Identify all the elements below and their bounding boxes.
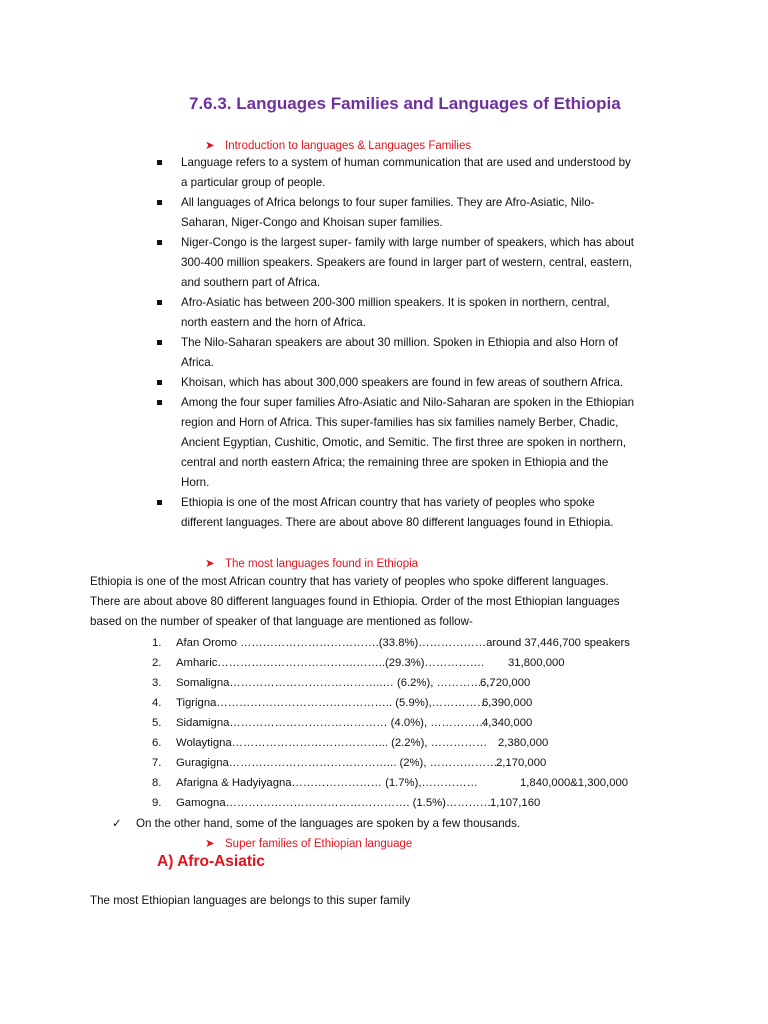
language-number: 1. [152,637,162,649]
language-row [152,633,712,653]
most-languages-heading-text: The most languages found in Ethiopia [225,558,419,570]
bullet-line: Khoisan, which has about 300,000 speakers are found in few areas of southern Africa. [181,376,624,389]
language-row [152,653,712,673]
arrowhead-bullet-icon: ➤ [205,140,215,152]
speaker-count: 2,380,000 [498,737,549,749]
bullet-line: Niger-Congo is the largest super- family with large number of speakers, which has about [181,236,635,249]
paragraph-line: There are about above 80 different languages found in Ethiopia. Order of the most Ethiopian languages [90,595,620,608]
bullet-item [155,193,695,233]
speaker-count: 6,720,000 [480,677,531,689]
bullet-item [155,293,695,333]
language-number: 9. [152,797,162,809]
language-number: 4. [152,697,162,709]
language-number: 2. [152,657,162,669]
language-entry: Tigrigna……………………………………….. (5.9%),……………. [176,697,492,709]
square-bullet-icon [157,160,162,165]
afro-asiatic-heading: A) Afro-Asiatic [157,853,265,870]
bullet-list [155,153,695,533]
bullet-line: a particular group of people. [181,176,326,189]
intro-heading-text: Introduction to languages & Languages Families [225,140,472,152]
bullet-line: Ancient Egyptian, Cushitic, Omotic, and Semitic. The first three are spoken in northern, [181,436,627,449]
bullet-line: Africa. [181,356,214,369]
check-note [112,814,520,834]
language-row [152,773,712,793]
arrowhead-bullet-icon: ➤ [205,838,215,850]
language-row [152,753,712,773]
arrowhead-bullet-icon: ➤ [205,558,215,570]
language-row [152,673,712,693]
bullet-item [155,493,695,533]
bullet-line: north eastern and the horn of Africa. [181,316,366,329]
bullet-item [155,333,695,373]
bullet-line: Ethiopia is one of the most African country that has variety of peoples who spoke [181,496,595,509]
language-entry: Somaligna…………………………………..… (6.2%), …………… [176,677,493,689]
language-list [152,633,712,813]
speaker-count: 4,340,000 [482,717,533,729]
bullet-item [155,373,695,393]
bullet-line: region and Horn of Africa. This super-families has six families namely Berber, Chadic, [181,416,619,429]
language-number: 6. [152,737,162,749]
check-note-text: On the other hand, some of the languages are spoken by a few thousands. [136,817,521,830]
most-languages-heading [205,556,418,570]
language-entry: Wolaytigna…………………………………... (2.2%), …………… [176,737,488,749]
bullet-line: different languages. There are about above 80 different languages found in Ethiopia. [181,516,614,529]
paragraph-line: based on the number of speaker of that language are mentioned as follow- [90,615,473,628]
speaker-count: 1,107,160 [490,797,541,809]
square-bullet-icon [157,240,162,245]
language-number: 3. [152,677,162,689]
bullet-item [155,393,695,493]
speaker-count: 1,840,000&1,300,000 [520,777,629,789]
checkmark-icon: ✓ [112,817,122,830]
bullet-line: 300-400 million speakers. Speakers are found in larger part of western, central, eastern, [181,256,633,269]
bullet-line: Afro-Asiatic has between 200-300 million speakers. It is spoken in northern, central, [181,296,610,309]
bullet-line: All languages of Africa belongs to four super families. They are Afro-Asiatic, Nilo- [181,196,595,209]
speaker-count: 31,800,000 [508,657,565,669]
language-row [152,693,712,713]
super-families-heading [205,836,412,850]
bullet-line: and southern part of Africa. [181,276,321,289]
bullet-line: Among the four super families Afro-Asiatic and Nilo-Saharan are spoken in the Ethiopian [181,396,635,409]
language-number: 8. [152,777,162,789]
speaker-count: 6,390,000 [482,697,533,709]
language-number: 7. [152,757,162,769]
speaker-count: 2,170,000 [496,757,547,769]
bullet-line: Horn. [181,476,210,489]
square-bullet-icon [157,340,162,345]
language-entry: Amharic……………………………….……..(29.3%)……………. [176,657,485,669]
square-bullet-icon [157,200,162,205]
square-bullet-icon [157,500,162,505]
language-row [152,733,712,753]
intro-heading [205,138,471,152]
paragraph-line: Ethiopia is one of the most African country that has variety of peoples who spoke different languages. [90,575,609,588]
intro-paragraph [90,572,710,632]
language-row [152,713,712,733]
language-entry: Sidamigna…………………………………… (4.0%), …………… [176,717,487,729]
bullet-line: Language refers to a system of human communication that are used and understood by [181,156,631,169]
super-families-heading-text: Super families of Ethiopian language [225,838,413,850]
bullet-line: central and north eastern Africa; the remaining three are spoken in Ethiopia and the [181,456,609,469]
closing-line: The most Ethiopian languages are belongs to this super family [90,894,411,907]
page-title: 7.6.3. Languages Families and Languages of Ethiopia [189,94,621,113]
bullet-line: Saharan, Niger-Congo and Khoisan super families. [181,216,443,229]
square-bullet-icon [157,300,162,305]
language-entry: Afarigna & Hadyiyagna…………………… (1.7%),…………… [176,777,478,789]
square-bullet-icon [157,400,162,405]
language-entry: Guragigna……………………………………... (2%), ……………… [176,757,498,769]
bullet-item [155,233,695,293]
square-bullet-icon [157,380,162,385]
language-row [152,793,712,813]
language-number: 5. [152,717,162,729]
language-entry: Gamogna…………………………………………. (1.5%)…………. [176,797,495,809]
language-entry: Afan Oromo ……………………………….(33.8%)………………around 37,446,700 speakers [176,637,630,649]
bullet-item [155,153,695,193]
bullet-line: The Nilo-Saharan speakers are about 30 million. Spoken in Ethiopia and also Horn of [181,336,618,349]
